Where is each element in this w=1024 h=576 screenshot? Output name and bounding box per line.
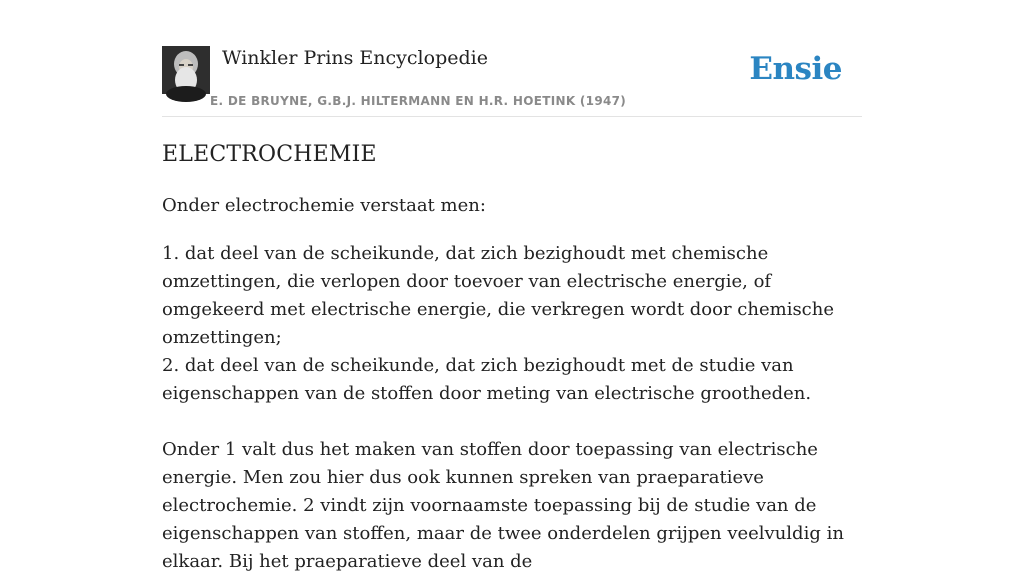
definition-list [162,240,862,408]
source-title[interactable]: Winkler Prins Encyclopedie [222,47,488,69]
list-item: 1. dat deel van de scheikunde, dat zich bezighoudt met chemische omzettingen, die verlopen door toevoer van electrische energie, of omgekeerd met electrische energie, die verkregen wordt door chemische omzettingen; [162,243,835,348]
author-avatar[interactable] [162,46,210,94]
source-header [162,46,862,117]
portrait-image [162,46,210,94]
article-body: Onder 1 valt dus het maken van stoffen door toepassing van electrische energie. Men zou hier dus ook kunnen spreken van praeparatieve electrochemie. 2 vindt zijn voornaamste toepassing bij de studie van de eigenschappen van stoffen, maar de twee onderdelen grijpen veelvuldig in elkaar. Bij het praeparatieve deel van de [162,439,844,572]
article [162,140,862,576]
article-intro: Onder electrochemie verstaat men: [162,195,486,216]
brand-logo[interactable]: Ensie [749,51,842,87]
article-title: ELECTROCHEMIE [162,142,377,167]
source-authors: E. DE BRUYNE, G.B.J. HILTERMANN EN H.R. HOETINK (1947) [210,94,627,108]
list-item: 2. dat deel van de scheikunde, dat zich bezighoudt met de studie van eigenschappen van de stoffen door meting van electrische grootheden. [162,355,812,404]
